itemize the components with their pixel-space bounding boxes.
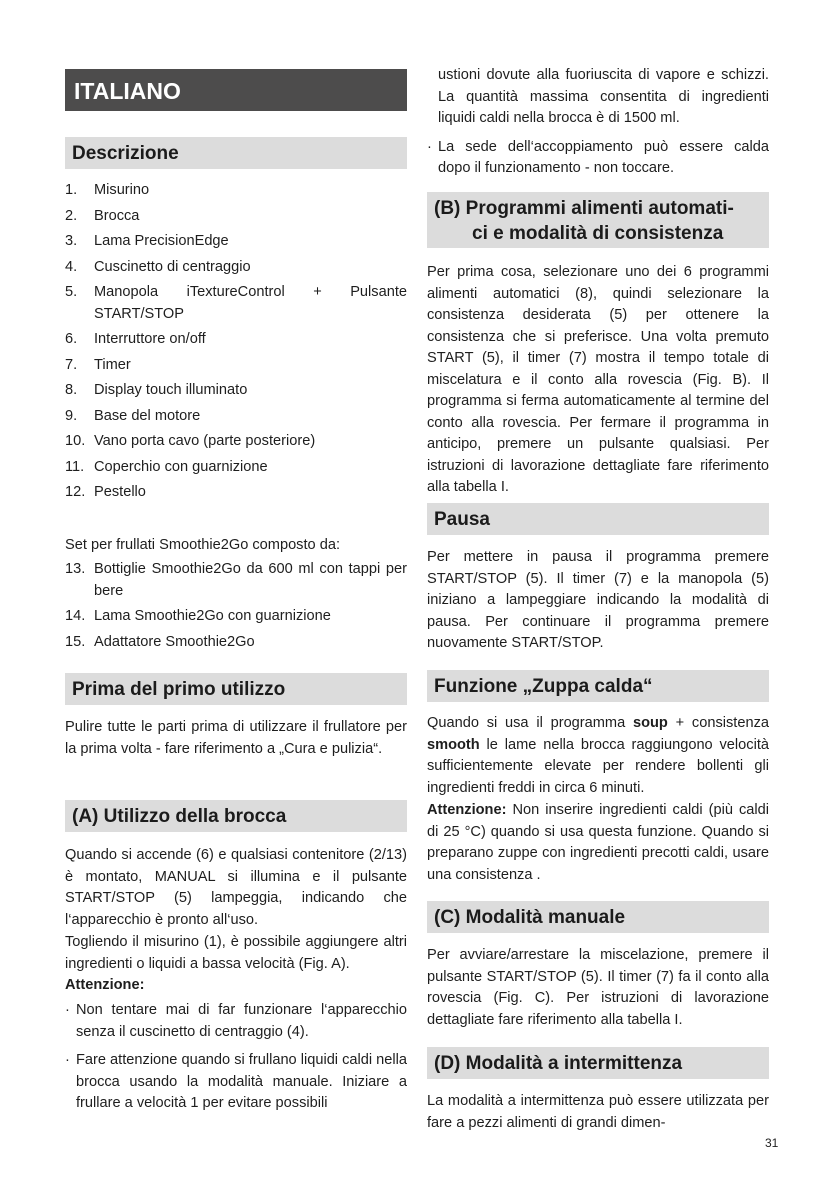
zuppa-paragraph-1: Quando si usa il programma soup + consistenza smooth le lame nella brocca raggiungono velocità sufficientemente elevate per rendere bollenti gli ingredienti freddi in circa 6 minuti. <box>427 715 769 796</box>
smoothie-set-intro: Set per frullati Smoothie2Go composto da: <box>65 537 340 553</box>
list-item: 14. Lama Smoothie2Go con guarnizione <box>65 608 331 624</box>
utilizzo-brocca-paragraph-2: Togliendo il misurino (1), è possibile aggiungere altri ingredienti o liquidi a bassa velocità (Fig. A). <box>65 934 407 972</box>
section-heading-descrizione: Descrizione <box>65 137 407 169</box>
list-item: 10. Vano porta cavo (parte posteriore) <box>65 433 316 449</box>
smoothie-set-list <box>65 559 407 657</box>
section-heading-intermittenza: (D) Modalità a intermittenza <box>427 1047 769 1079</box>
section-heading-zuppa-calda: Funzione „Zuppa calda“ <box>427 670 769 702</box>
intermittenza-text: La modalità a intermittenza può essere utilizzata per fare a pezzi alimenti di grandi dimen- <box>427 1093 769 1131</box>
list-item: ustioni dovute alla fuoriuscita di vapore e schizzi. La quantità massima consentita di ingredienti liquidi caldi nella brocca è di 1500 ml. <box>438 67 769 126</box>
pausa-text: Per mettere in pausa il programma premere START/STOP (5). Il timer (7) e la manopola (5) iniziano a lampeggiare indicando la modalità di pausa. Per continuare il programma premere nuovamente START/STOP. <box>427 549 769 651</box>
list-item: · Fare attenzione quando si frullano liquidi caldi nella brocca usando la modalità manuale. Iniziare a frullare a velocità 1 per evitare possibili <box>65 1052 408 1111</box>
list-item: 8. Display touch illuminato <box>65 382 248 398</box>
list-item: 1. Misurino <box>65 182 150 198</box>
prima-utilizzo-text: Pulire tutte le parti prima di utilizzare il frullatore per la prima volta - fare riferimento a „Cura e pulizia“. <box>65 719 407 757</box>
section-heading-utilizzo-brocca: (A) Utilizzo della brocca <box>65 800 407 832</box>
list-item: 15. Adattatore Smoothie2Go <box>65 633 255 650</box>
attention-bullet-list <box>65 1000 407 1122</box>
list-item: 6. Interruttore on/off <box>65 331 206 347</box>
utilizzo-brocca-paragraph-1: Quando si accende (6) e qualsiasi contenitore (2/13) è montato, MANUAL si illumina e il pulsante START/STOP (5) lampeggia, indicando che l‘apparecchio è pronto all‘uso. <box>65 847 407 928</box>
list-item: 5. Manopola iTextureControl + Pulsante START/STOP <box>65 284 407 322</box>
bullet-icon: · <box>65 1002 70 1018</box>
list-item: · La sede dell‘accoppiamento può essere calda dopo il funzionamento - non toccare. <box>427 138 769 176</box>
bullet-icon: · <box>427 138 432 155</box>
list-item: · Non tentare mai di far funzionare l‘apparecchio senza il cuscinetto di centraggio (4). <box>65 1002 407 1040</box>
section-heading-programmi: (B) Programmi alimenti automati- ci e modalità di consistenza <box>427 192 769 248</box>
parts-list <box>65 180 407 508</box>
bullet-icon: · <box>65 1052 70 1068</box>
list-item: 9. Base del motore <box>65 407 201 424</box>
attention-label: Attenzione: <box>65 977 145 993</box>
page-number: 31 <box>765 1136 779 1150</box>
list-item: 2. Brocca <box>65 207 140 224</box>
section-heading-prima-utilizzo: Prima del primo utilizzo <box>65 673 407 705</box>
zuppa-paragraph-2: Attenzione: Non inserire ingredienti caldi (più caldi di 25 °C) quando si usa questa funzione. Quando si preparano zuppe con ingredienti precotti caldi, usare una consistenza . <box>427 802 769 883</box>
section-heading-modalita-manuale: (C) Modalità manuale <box>427 901 769 933</box>
language-banner: ITALIANO <box>65 69 407 111</box>
list-item: 13. Bottiglie Smoothie2Go da 600 ml con tappi per bere <box>65 561 407 599</box>
list-item: 7. Timer <box>65 356 131 373</box>
list-item: 3. Lama PrecisionEdge <box>65 233 229 249</box>
list-item: 11. Coperchio con guarnizione <box>65 458 268 475</box>
list-item: 4. Cuscinetto di centraggio <box>65 258 251 275</box>
programmi-text: Per prima cosa, selezionare uno dei 6 programmi alimenti automatici (8), quindi selezionare la consistenza desiderata (5) per ottenere la consistenza che si preferisce. Una volta premuto START (5), il timer (7) mostra il tempo totale di miscelatura e il conto alla rovescia (Fig. B). Il programma si ferma automaticamente al termine del conto alla rovescia. Per fermare il programma in anticipo, premere un pulsante qualsiasi. Per istruzioni di lavorazione dettagliate fare riferimento alla tabella I. <box>427 264 769 495</box>
modalita-manuale-text: Per avviare/arrestare la miscelazione, premere il pulsante START/STOP (5). Il timer (7) fa il conto alla rovescia (Fig. C). Per istruzioni di lavorazione dettagliate fare riferimento alla tabella I. <box>427 947 769 1028</box>
attention-bullet-list-continued <box>427 65 769 187</box>
list-item: 12. Pestello <box>65 484 146 500</box>
section-heading-pausa: Pausa <box>427 503 769 535</box>
